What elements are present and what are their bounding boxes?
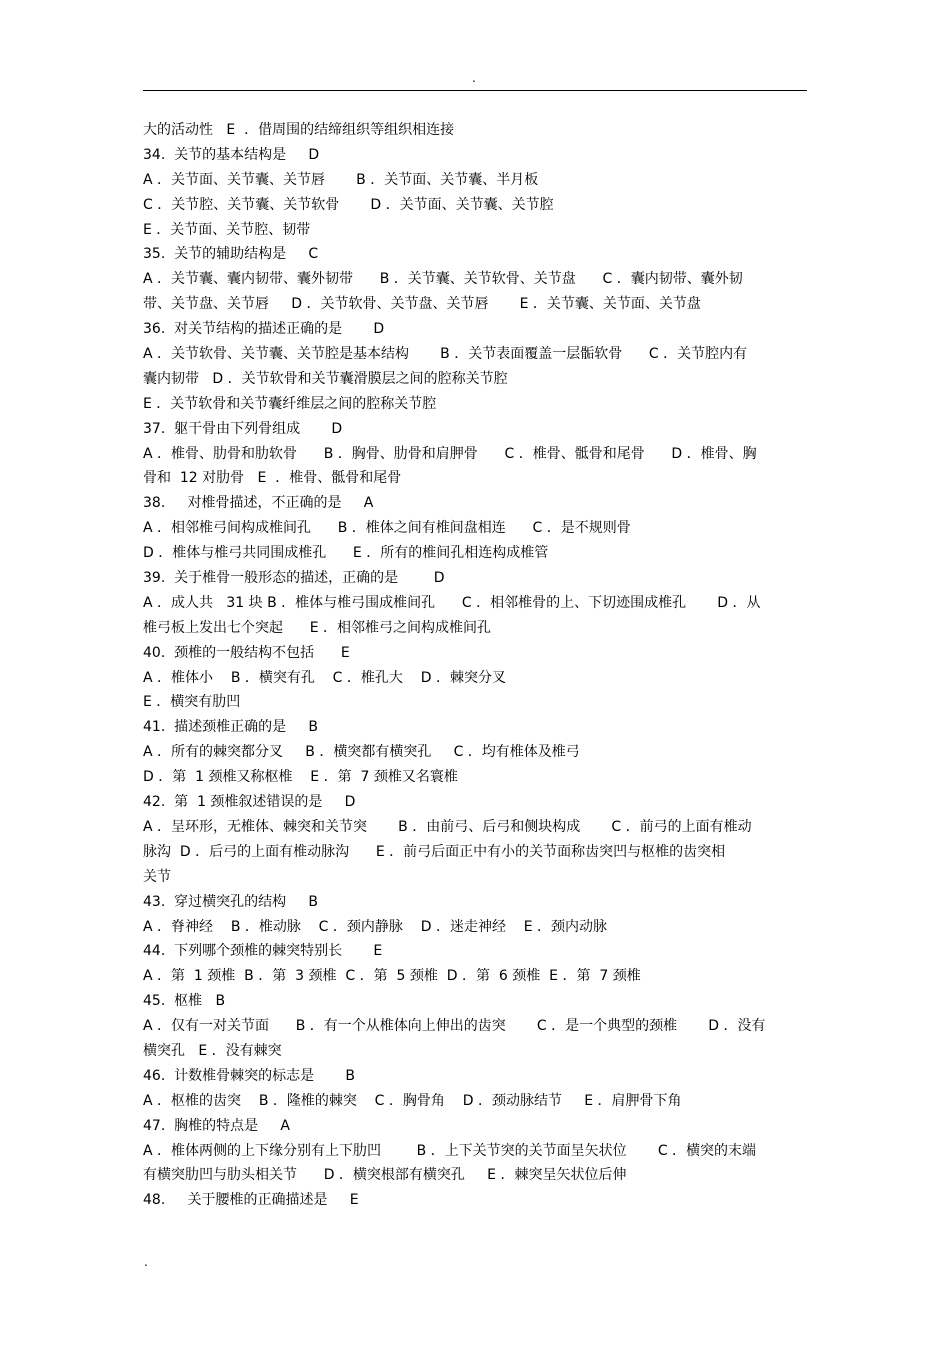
footer-mark: . — [144, 1255, 148, 1269]
text-line: A ．成人共 31 块 B ．椎体与椎弓围成椎间孔 C ．相邻椎骨的上、下切迹围成椎孔 D ．从 — [143, 594, 761, 611]
text-line: C ．关节腔、关节囊、关节软骨 D ．关节面、关节囊、关节腔 — [143, 196, 554, 213]
text-line: A ．仅有一对关节面 B ．有一个从椎体向上伸出的齿突 C ．是一个典型的颈椎 D ．没有 — [143, 1018, 766, 1035]
text-line: D ．椎体与椎弓共同围成椎孔 E ．所有的椎间孔相连构成椎管 — [143, 545, 549, 562]
text-line: 45. 枢椎 B — [143, 993, 226, 1010]
text-line: 40. 颈椎的一般结构不包括 E — [143, 644, 350, 661]
text-line: 43. 穿过横突孔的结构 B — [143, 893, 319, 910]
text-line: 带、关节盘、关节唇 D ．关节软骨、关节盘、关节唇 E ．关节囊、关节面、关节盘 — [143, 296, 701, 313]
header-rule — [143, 90, 807, 91]
text-line: A ．关节面、关节囊、关节唇 B ．关节面、关节囊、半月板 — [143, 171, 539, 188]
text-line: A ．关节软骨、关节囊、关节腔是基本结构 B ．关节表面覆盖一层骺软骨 C ．关节腔内有 — [143, 346, 748, 363]
text-line: 47. 胸椎的特点是 A — [143, 1117, 290, 1134]
text-line: A ．关节囊、囊内韧带、囊外韧带 B ．关节囊、关节软骨、关节盘 C ．囊内韧带、囊外韧 — [143, 271, 743, 288]
text-line: A ．所有的棘突都分叉 B ．横突都有横突孔 C ．均有椎体及椎弓 — [143, 744, 580, 761]
text-line: 39. 关于椎骨一般形态的描述，正确的是 D — [143, 570, 445, 587]
text-line: 横突孔 E ．没有棘突 — [143, 1042, 282, 1059]
text-line: 骨和 12 对肋骨 E ．椎骨、骶骨和尾骨 — [143, 470, 402, 487]
text-line: 有横突肋凹与肋头相关节 D ．横突根部有横突孔 E ．棘突呈矢状位后伸 — [143, 1167, 627, 1184]
text-line: 椎弓板上发出七个突起 E ．相邻椎弓之间构成椎间孔 — [143, 619, 491, 636]
text-line: A ．第 1 颈椎 B ．第 3 颈椎 C ．第 5 颈椎 D ．第 6 颈椎 E ．第 7 颈椎 — [143, 968, 641, 985]
text-line: 48. 关于腰椎的正确描述是 E — [143, 1192, 359, 1209]
text-line: A ．椎体两侧的上下缘分别有上下肋凹 B ．上下关节突的关节面呈矢状位 C ．横突的末端 — [143, 1142, 757, 1159]
text-line: A ．脊神经 B ．椎动脉 C ．颈内静脉 D ．迷走神经 E ．颈内动脉 — [143, 918, 608, 935]
header-mark: . — [472, 71, 476, 85]
text-line: 36. 对关节结构的描述正确的是 D — [143, 321, 385, 338]
text-line: D ．第 1 颈椎又称枢椎 E ．第 7 颈椎又名寰椎 — [143, 769, 458, 786]
document-body — [143, 118, 811, 1213]
text-line: 42. 第 1 颈椎叙述错误的是 D — [143, 794, 356, 811]
text-line: A ．枢椎的齿突 B ．隆椎的棘突 C ．胸骨角 D ．颈动脉结节 E ．肩胛骨下角 — [143, 1092, 682, 1109]
text-line: E ．横突有肋凹 — [143, 694, 241, 711]
text-line: A ．相邻椎弓间构成椎间孔 B ．椎体之间有椎间盘相连 C ．是不规则骨 — [143, 520, 631, 537]
text-line: 脉沟 D ．后弓的上面有椎动脉沟 E ．前弓后面正中有小的关节面称齿突凹与枢椎的齿突相 — [143, 843, 726, 860]
text-line: A ．椎骨、肋骨和肋软骨 B ．胸骨、肋骨和肩胛骨 C ．椎骨、骶骨和尾骨 D ．椎骨、胸 — [143, 445, 757, 462]
text-line: 34. 关节的基本结构是 D — [143, 146, 320, 163]
text-line: 35. 关节的辅助结构是 C — [143, 246, 319, 263]
text-line: 38. 对椎骨描述，不正确的是 A — [143, 495, 374, 512]
text-line: 37. 躯干骨由下列骨组成 D — [143, 420, 343, 437]
text-line: 44. 下列哪个颈椎的棘突特别长 E — [143, 943, 383, 960]
text-line: A ．呈环形，无椎体、棘突和关节突 B ．由前弓、后弓和侧块构成 C ．前弓的上面有椎动 — [143, 818, 752, 835]
text-line: E ．关节软骨和关节囊纤维层之间的腔称关节腔 — [143, 395, 437, 412]
text-line: 41. 描述颈椎正确的是 B — [143, 719, 319, 736]
text-line: 囊内韧带 D ．关节软骨和关节囊滑膜层之间的腔称关节腔 — [143, 370, 508, 387]
text-line: 大的活动性 E ．借周围的结缔组织等组织相连接 — [143, 122, 455, 138]
text-line: 46. 计数椎骨棘突的标志是 B — [143, 1067, 355, 1084]
text-line: E ．关节面、关节腔、韧带 — [143, 221, 311, 238]
text-line: A ．椎体小 B ．横突有孔 C ．椎孔大 D ．棘突分叉 — [143, 669, 506, 686]
text-line: 关节 — [143, 868, 171, 885]
